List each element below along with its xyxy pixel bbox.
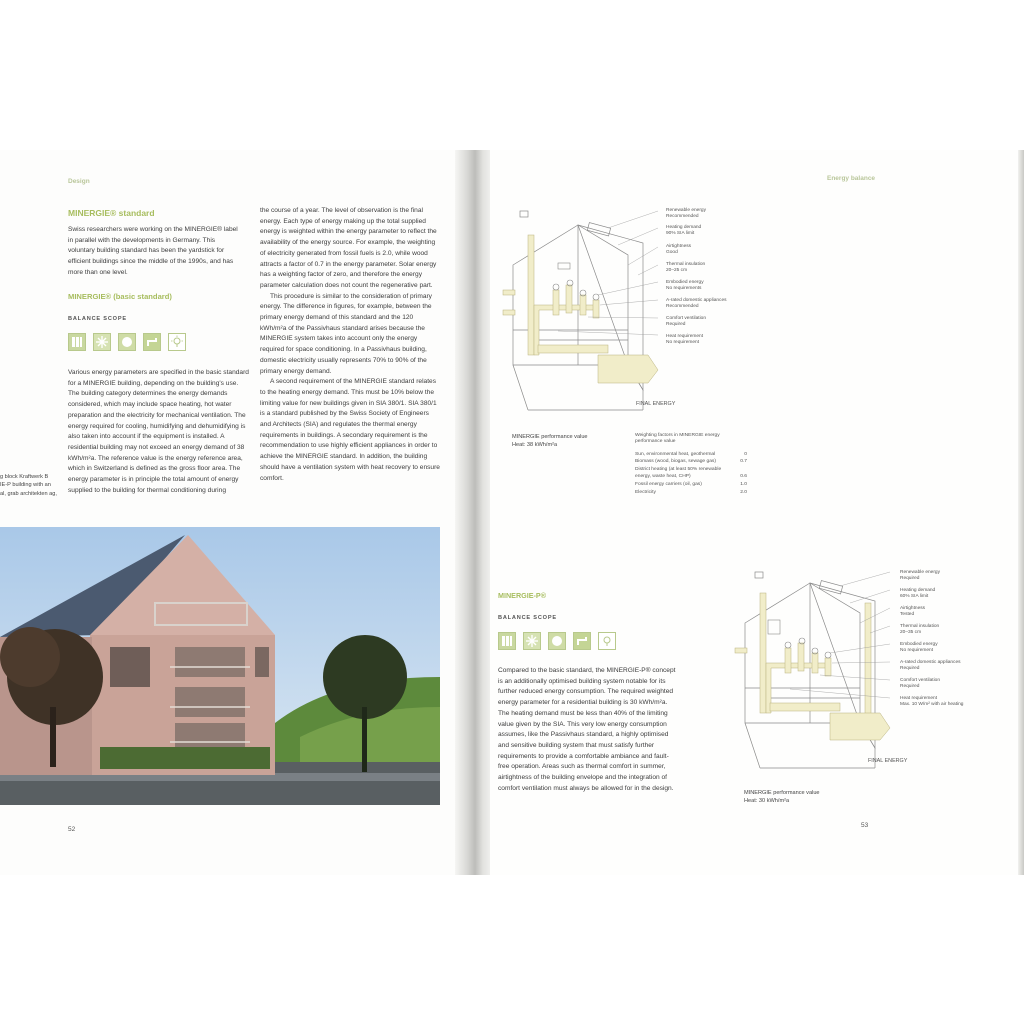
running-head-left: Design (68, 178, 90, 185)
page-edge (1018, 150, 1024, 875)
weighting-table (635, 433, 747, 496)
heating-icon (523, 632, 541, 650)
left-page (0, 150, 462, 875)
minergie-house-diagram (498, 205, 727, 425)
side-caption-line-2: IE-P building with an (0, 482, 51, 489)
ventilation-icon (143, 333, 161, 351)
d2-label-heat-req: Heat requirement Max. 10 W/m² with air heating (900, 696, 964, 707)
d1-label-embodied: Embodied energy No requirements (666, 280, 704, 291)
balance-scope-icons-p (498, 632, 616, 650)
side-caption-line-3: al, grab architekten ag, (0, 490, 57, 497)
building-photo (0, 527, 440, 805)
d2-label-airtightness: Airtightness Tested (900, 606, 926, 617)
weighting-table-title: Weighting factors in MINERGIE energy performance value (635, 433, 720, 444)
minergie-p-house-diagram (730, 568, 964, 783)
right-page (490, 150, 1024, 875)
d1-label-heat-req: Heat requirement No requirement (666, 334, 704, 345)
minergie-p-title: MINERGIE-P® (498, 591, 547, 600)
d2-label-embodied: Embodied energy No requirement (900, 642, 938, 653)
d2-label-renewable: Renewable energy Required (900, 570, 941, 581)
minergie-p-paragraph (498, 666, 680, 794)
minergie-p-text: Compared to the basic standard, the MINERGIE-P® concept is an additionally optimised building system notable for its further reduced energy consumption. The required weighted energy parameter for a residential building is 30 kWh/m²a. The heating demand must be less than 40% of the limiting value given by the SIA. This very low energy consumption assumes, like the Passivhaus standard, a highly optimised and sensitive building system that must satisfy further requirements to provide a comfortable ambiance and fault-free operation. Areas such as thermal comfort in summer, airtightness of the building envelope and the integration of comfort ventilation must always be allowed for in the design. (498, 667, 676, 792)
column2-paragraph-2: This procedure is similar to the consideration of primary energy. The difference in figures, for example, between the primary energy demand of this standard and the 120 kWh/m²a of the Passivhaus standard arises because the MINERGIE system takes into account only the energy required for space conditioning. In a Passivhaus building, domestic electricity usually represents 70% to 90% of the primary energy demand. (260, 292, 432, 375)
balance-scope-label-p: BALANCE SCOPE (498, 615, 557, 621)
d2-final-energy: FINAL ENERGY (868, 758, 908, 764)
building-envelope-icon (68, 333, 86, 351)
side-caption-line-1: g block Kraftwerk B (0, 474, 49, 480)
table-row: District heating (at least 50% renewable (635, 466, 722, 472)
balance-scope-icons (68, 333, 186, 351)
column2-paragraphs (260, 206, 440, 484)
table-row: energy, waste heat, CHP) 0.6 (635, 474, 747, 480)
hot-water-icon (548, 632, 566, 650)
column2-paragraph-3: A second requirement of the MINERGIE standard relates to the heating energy demand. This must be 10% below the limiting value for new buildings given in SIA 380/1. SIA 380/1 is a standard published by the Swiss Society of Engineers and Architects (SIA) and regulates the thermal energy requirements in buildings. A secondary requirement is the recommendation to use highly efficient appliances in order to achieve the MINERGIE standard. In addition, the building should have a ventilation system with heat recovery to ensure comfort. (260, 378, 440, 482)
building-envelope-icon (498, 632, 516, 650)
d2-caption-line-2: Heat: 30 kWh/m²a (744, 798, 790, 805)
d1-label-renewable: Renewable energy Recommended (666, 208, 707, 219)
column1-paragraph (68, 368, 250, 496)
book-spread (0, 150, 1024, 875)
d1-caption-line-1: MINERGIE performance value (512, 434, 588, 440)
d1-label-insulation: Thermal insulation 20–25 cm (666, 262, 706, 273)
d2-label-appliances: A-rated domestic appliances Required (900, 660, 961, 671)
intro-paragraph (68, 225, 240, 279)
section-title: MINERGIE® standard (68, 208, 155, 218)
balance-scope-label: BALANCE SCOPE (68, 316, 127, 322)
d1-caption (512, 433, 588, 450)
table-row: Electricity 2.0 (635, 489, 747, 495)
table-row: Fossil energy carriers (oil, gas) 1.0 (635, 481, 747, 487)
d1-label-airtightness: Airtightness Good (666, 244, 692, 255)
side-caption (0, 473, 57, 498)
d2-caption-line-1: MINERGIE performance value (744, 790, 820, 796)
d2-label-insulation: Thermal insulation 20–35 cm (900, 624, 940, 635)
ventilation-icon (573, 632, 591, 650)
book-gutter (455, 150, 495, 875)
d1-label-appliances: A-rated domestic appliances Recommended (666, 298, 727, 309)
page-number-left: 52 (68, 826, 76, 833)
d1-label-ventilation: Comfort ventilation Required (666, 316, 706, 327)
d2-label-ventilation: Comfort ventilation Required (900, 678, 940, 689)
lighting-icon (168, 333, 186, 351)
running-head-right: Energy balance (827, 175, 876, 182)
d1-caption-line-2: Heat: 38 kWh/m²a (512, 442, 558, 449)
d2-label-heating: Heating demand 60% SIA limit (900, 588, 936, 599)
lighting-icon (598, 632, 616, 650)
column1-text: Various energy parameters are specified in the basic standard for a MINERGIE building, depending on the building's use. The building category determines the energy demands considered, which may include space heating, hot water preparation and the electricity for mechanical ventilation. The energy required for cooling, humidifying and dehumidifying is also taken into account if the equipment is installed. A residential building may not exceed an energy demand of 38 kWh/m²a. The reference value is the energy reference area, which in Switzerland is defined as the gross floor area. The energy parameter is in principle the total amount of energy supplied to the building for thermal conditioning during (68, 369, 249, 494)
subsection-title: MINERGIE® (basic standard) (68, 292, 172, 301)
page-number-right: 53 (861, 822, 869, 829)
column2-paragraph-1: the course of a year. The level of observation is the final energy. Each type of energy making up the total supplied energy is weighted within the energy parameter to reflect the availability of the energy source. For example, the weighting of electricity generated from fossil fuels is 2.0, while wood attracts a factor of 0.7 in the energy parameter. Solar energy has a weighting factor of zero, and therefore the energy parameter calculation does not count the regenerative part. (260, 207, 437, 289)
intro-text: Swiss researchers were working on the MINERGIE® label in parallel with the developments in Germany. This voluntary building standard has been the yardstick for efficient buildings since the middle of the 1990s, and has more than one level. (68, 226, 238, 276)
table-row: Sun, environmental heat, geothermal 0 (635, 451, 747, 457)
d2-caption (744, 789, 820, 806)
hot-water-icon (118, 333, 136, 351)
d1-final-energy: FINAL ENERGY (636, 401, 676, 407)
d1-label-heating: Heating demand 90% SIA limit (666, 225, 702, 236)
table-row: Biomass (wood, biogas, sewage gas) 0.7 (635, 459, 747, 465)
heating-icon (93, 333, 111, 351)
